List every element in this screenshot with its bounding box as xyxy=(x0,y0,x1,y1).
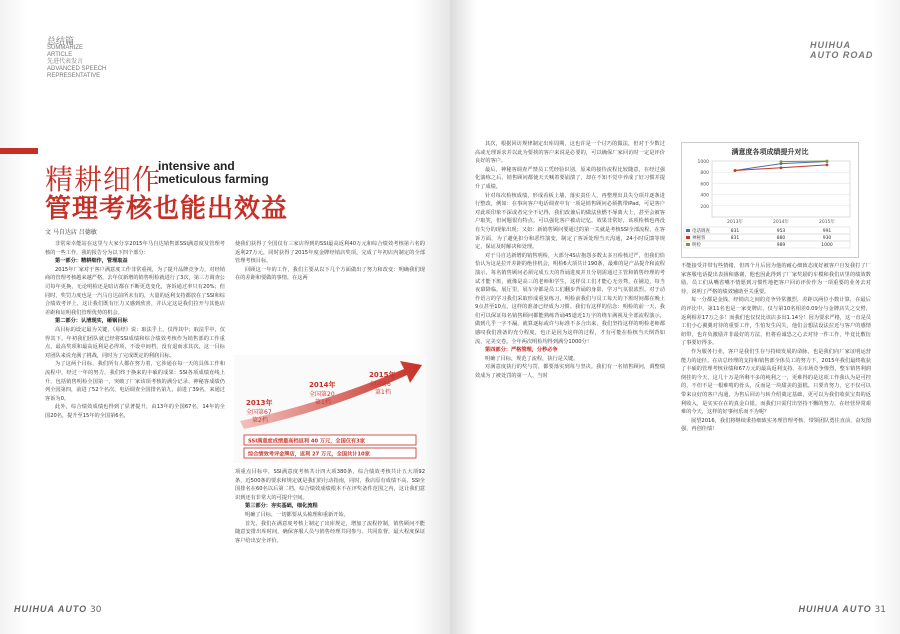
title-cn-sub: 管理考核也能出效益 xyxy=(45,194,289,224)
table-cell: 831 xyxy=(730,229,740,234)
data-point xyxy=(826,160,829,163)
table-row-name: 电话调查 xyxy=(692,229,710,234)
paragraph: 其次，根据回访规律制定出库周期，这也许是一个讨巧的做法，但对于少数过高或无理诉求并以此为要挟的客户来说是必要的，可以确保厂家回访时一定是评价良好的客户。 xyxy=(475,141,665,165)
footer-left xyxy=(14,604,102,615)
paragraph: 此外，综合绩效成绩也得到了显著提升，由13年的全国67名，14年的全国20名，提升至15年的全国第6名， xyxy=(45,404,225,419)
year-2013-tier: 第2档 xyxy=(252,417,268,424)
table-cell: 953 xyxy=(776,229,786,234)
footer-left-brand: HUIHUA AUTO xyxy=(14,604,88,614)
y-tick-label: 200 xyxy=(700,204,709,210)
chart-canvas xyxy=(682,143,858,257)
y-tick-label: 800 xyxy=(700,171,709,177)
legend-swatch xyxy=(686,236,690,239)
year-2014-tier: 第1档 xyxy=(315,399,331,406)
section-heading: 第三部分：夯实基础，细化流程 xyxy=(245,503,318,510)
masthead-cn2: 先进代表发言 xyxy=(47,59,84,65)
paragraph: 高目标的设定最为关键，《易经》说：取法乎上，仅得其中；取法乎中，仅得其下。年初我们团队就已经将SSI成绩和综合绩效考核作为销售部的工作重点，最高奖项和最高返利是必得项，不设中间档，没有退而求其次，这一目标对团队来说充满了挑战，同时为了完成既定的利润目标。 xyxy=(45,326,225,359)
paragraph: 非常荣幸能站在这里与大家分享2015年马自达销售部SSI满意度及管理考核的一些工作，我的报告分为以下四个部分： xyxy=(45,241,225,256)
year-2013-rank: 全国第67 xyxy=(246,409,272,416)
paragraph: 为了这两个目标，我们所有人都在努力着，它涉通在每一天的具体工作和流程中，经过一年的努力，我们终于换来的丰硕的成果：SSI各项成绩直线上升，包括销售明检全国第一，突破了厂家该项考核的满分记录、神秘客成绩仍列全国第四，前进了52个名次、电话调查全国排名第九，前进了39名，来通过客诉为0。 xyxy=(45,361,225,402)
paragraph: 对于马自达新增的销售明检，大部分4S店抱怨多数太多且检核过严，但我们恰恰认为这是拉开差距的绝佳机会，明检6大项共计190条，最难的是产品提介和流程演示，每名销售顾问必须完成五天的背诵进度并且分别需通过主管和销售经理的考试才能下班，就像是高三的老师和学生，这样员工们才能心无旁骛。在铺边，每当夜幕降临，展厅里，展车旁都是员工们翻步背诵的身影，学习气氛很浓烈。对于动作语言的学习我们采取形成重复练习，明检前我们与员工每天的下班时间都在晚上9点甚至10点，这样的准备已经成为习惯。我们有这样的信念：明检的前一天，我们可以保证每名销售顾问都能熟练背诵45道近1万字的绕车满视及全部流程演示，做到几乎一字不漏，就算逐标或许与标准不多合出来，我们坚持这样的明检老师都感叹我们准备的充分程度，也正是因为这样的过程，才有可能在检核当天倒背如流，完美交卷。全年两次明检均得到满分1000分！ xyxy=(475,252,665,345)
paragraph: 针对每次检核成绩，形成看板上墙，落实责任人，再整理出具失分项并逐条进行整改，例如：在事向客户电话调查中有一项是销售顾问必须携带iPad，可是客户对此项印象不深或者完全不记得，我们改兼后的做法焦燃不辱离大上，甚至会被客户取笑，但问题很有特点，可以强化客户被动记忆，效果非常好，该项检核也再没有失分的现象出现；又如：新销售顾问要通过的第一关就是考核SSI全部流程，在客诉方面，为了避免扣分和恶性演变，制定了客诉处理当天沟通，24小时反馈等规定，保证及时解决和处理。 xyxy=(475,192,665,251)
data-point xyxy=(780,166,783,169)
table-cell: 880 xyxy=(776,236,786,241)
byline: 文 马自达店 吕德敏 xyxy=(45,229,97,236)
legend-swatch xyxy=(686,243,690,246)
plot-area xyxy=(712,161,850,217)
section-heading: 第二部分：认清现实，砸锅目标 xyxy=(55,318,128,325)
column-4 xyxy=(681,262,871,592)
y-tick-label: 600 xyxy=(700,182,709,188)
y-tick-label: 1000 xyxy=(697,160,709,165)
paragraph: 最后，神秘客调查严禁员工凭经验识别，原来的接待流程比较随意，在经过强化演练之后，销售顾问都使天天喊着要崩溃了，却在不知不觉中养成了好习惯并提升了成绩。 xyxy=(475,166,665,190)
x-tick-label: 2015年 xyxy=(819,220,835,225)
masthead xyxy=(47,38,106,80)
year-2015-label: 2015年 xyxy=(369,371,396,379)
column-1 xyxy=(45,240,225,590)
column-3 xyxy=(475,140,665,595)
footer-right xyxy=(799,604,887,615)
page-number-right: 31 xyxy=(874,605,886,615)
title-cn-main: 精耕细作 xyxy=(45,163,162,196)
table-cell: 930 xyxy=(822,236,832,241)
table-cell: 1000 xyxy=(821,243,833,248)
year-2014-label: 2014年 xyxy=(309,381,336,389)
paragraph: 回顾这一年的工作，我们主要从以下几个方面做出了努力和改变：明确我们现在的差距和要做的事情。在这两 xyxy=(235,266,425,282)
page-number-left: 30 xyxy=(90,605,102,615)
data-point xyxy=(734,169,737,172)
year-2015-rank: 全国第6 xyxy=(369,381,391,388)
section-heading: 第四部分：严格管理，分秒必争 xyxy=(485,347,558,354)
paragraph: 首先，我们在满意度考核上制定了出库规定，增加了流程控制，销售顾问不能随意安排出库时间，确保客服人员与销售经理共同参与、共同监督，最大程度保证客户给出安全评价。 xyxy=(235,520,425,544)
y-tick-label: 400 xyxy=(700,193,709,199)
title-en-line2: meticulous farming xyxy=(158,172,269,186)
paragraph: 每一分都是金钱，经销店之间的竞争异常激烈，差距以两位小数计算，在最后的评比中，第11名也是一家变牌店，仅与第10名相差0.09分与金牌店失之交臂，返利相差17万之多！而我们也仅仅比该店多出1.14分！因为要求严格，这一直是员工们小心翼翼对待的重要工作，生怕发生闪失，他们会想法设法拉近与客户的感情纽带，也许负激励并非最好的方法，但将看诚恐之心去对待一件工作，毕竟比敷衍了事要好得多。 xyxy=(681,297,871,347)
title-en xyxy=(158,160,269,186)
data-point xyxy=(780,160,783,163)
masthead-en2: ARTICLE xyxy=(47,52,73,58)
paragraph: 项重点目标中，SSI满意度考核共计四大项380条，综合绩效考核共计五大项92条，近500条的要求和规定就是我们的行动指南，同时，我店原有成绩不高，SSI全国排名在60名以后第二档，综合绩效成绩根本不在评奖备件范围之内，这让我们意识到还有非常大的可提升空间。 xyxy=(235,469,425,501)
legend-swatch xyxy=(686,229,690,232)
paragraph: 对满意度执行的奖与罚，都要落实到每与坚决。我们有一名销售顾问，调整绩效成为了被处罚的第一人，当时 xyxy=(475,364,665,380)
paragraph: 2015年厂家对于客户满意度工作非常重视，为了提升品牌竞争力，对经销商的管理考核越来越严格，去年仅新增的销售明检就进行了3次，第三方调查公司每年更换，无论明检还是暗访都在不断更迭变化，客诉通过率只有20%；但同时，奖罚力度也是一汽马自达前所未有的，大量的返利支持都放在了SSI和综合绩效考评上，这让我们既有压力又感到欣喜，并认定这是我们拉开与其他店差距和证明我们管理优势的机会。 xyxy=(45,266,225,316)
year-2014-rank: 全国第20 xyxy=(309,391,335,398)
column-2-bottom xyxy=(235,468,425,590)
award-text-2: 综合绩效考评金牌店，返利 27 万元，全国共计10家 xyxy=(248,451,370,458)
table-cell: 831 xyxy=(730,236,740,241)
table-row-name: 明检 xyxy=(692,243,701,248)
paragraph: 作为服务行业，客户是我们生存与持续发展的命脉，也是我们向厂家证明运营能力的途径。在店总经理的支持和销售部全体员工的努力下，2015年我们最终收获了丰硕的管理考核业绩和67万元的最高返利支持。在市场竞争惨烈，整车销售利润倒挂的今天，这几十万是所剩不多的纯利之一，更难得的是这项工作我认为是可控的，不但不是一根难啃的骨头，反而是一块甜美的蛋糕。只要肯努力，它不仅可以带来良好的客户沟通，为售后回访与转介绍奠定基础，更可以为我们收获宝贵的返利收入，是实实在在的真金白银。而我们只需付出坚持不懈的努力，在经营异常艰难的今天，这样的好事何乐而不为呢？ xyxy=(681,348,871,416)
year-2015-tier: 第1档 xyxy=(375,389,391,396)
satisfaction-chart xyxy=(681,142,859,258)
paragraph: 不能接受并带有些情绪，但四个月后因为他的耐心细致态度好被客户自发我打了厂家客服电话提出表扬和感谢，他也因此得到了厂家奖励的车模和我们店里的绩效数励。员工们从嘴省嘴不情愿到习惯性地把客户回访评价作为一项重要的业务去对待，说明了严格的绩效辅助至关重要。 xyxy=(681,263,871,295)
section-heading: 第一部分：精耕细作，管理取益 xyxy=(55,258,128,265)
growth-arrow-graphic xyxy=(234,355,426,463)
data-point xyxy=(826,164,829,167)
paragraph: 展望2016，我们将继续秉持细致实务理管理考核，带领团队勇往直前、奋发图强，再创佳绩！ xyxy=(681,417,871,433)
footer-right-brand: HUIHUA AUTO xyxy=(798,604,872,614)
masthead-en1: SUMMARIZE xyxy=(47,45,83,51)
year-2013-label: 2013年 xyxy=(246,399,273,407)
title-accent-bar xyxy=(0,148,38,154)
paragraph: 明确了目标，规范了流程，执行是关键。 xyxy=(485,355,579,362)
column-2-top xyxy=(235,240,425,352)
masthead-en3: ADVANCED SPEECH xyxy=(47,66,107,72)
masthead-en4: REPRESENTATIVE xyxy=(47,73,101,79)
paragraph: 使我们获得了全国仅有三家店得到的SSI最高返利40万元和综合绩效考核第六名的返利27万元，同时获得了2015年度金牌经销店奖项。完成了年初店内制定的全部管理考核目标。 xyxy=(235,241,425,265)
chart-title: 满意度各项成绩提升对比 xyxy=(731,148,809,156)
table-cell: 989 xyxy=(776,243,786,248)
table-cell: 991 xyxy=(822,229,832,234)
award-text-1: SSI满意度成绩最高档返利 40 万元，全国仅有3家 xyxy=(248,438,365,445)
x-tick-label: 2014年 xyxy=(773,220,789,225)
table-row-name: 神秘客 xyxy=(692,236,706,241)
paragraph: 明确了目标，一切都要从头梳理和重新开始。 xyxy=(245,511,349,518)
x-tick-label: 2013年 xyxy=(727,220,743,225)
masthead-cn: 总结篇 xyxy=(47,36,75,46)
series-line xyxy=(781,161,827,162)
brand-right-top: HUIHUA AUTO ROAD xyxy=(810,40,874,60)
right-page xyxy=(450,0,900,634)
title-en-line1: intensive and xyxy=(158,159,235,173)
